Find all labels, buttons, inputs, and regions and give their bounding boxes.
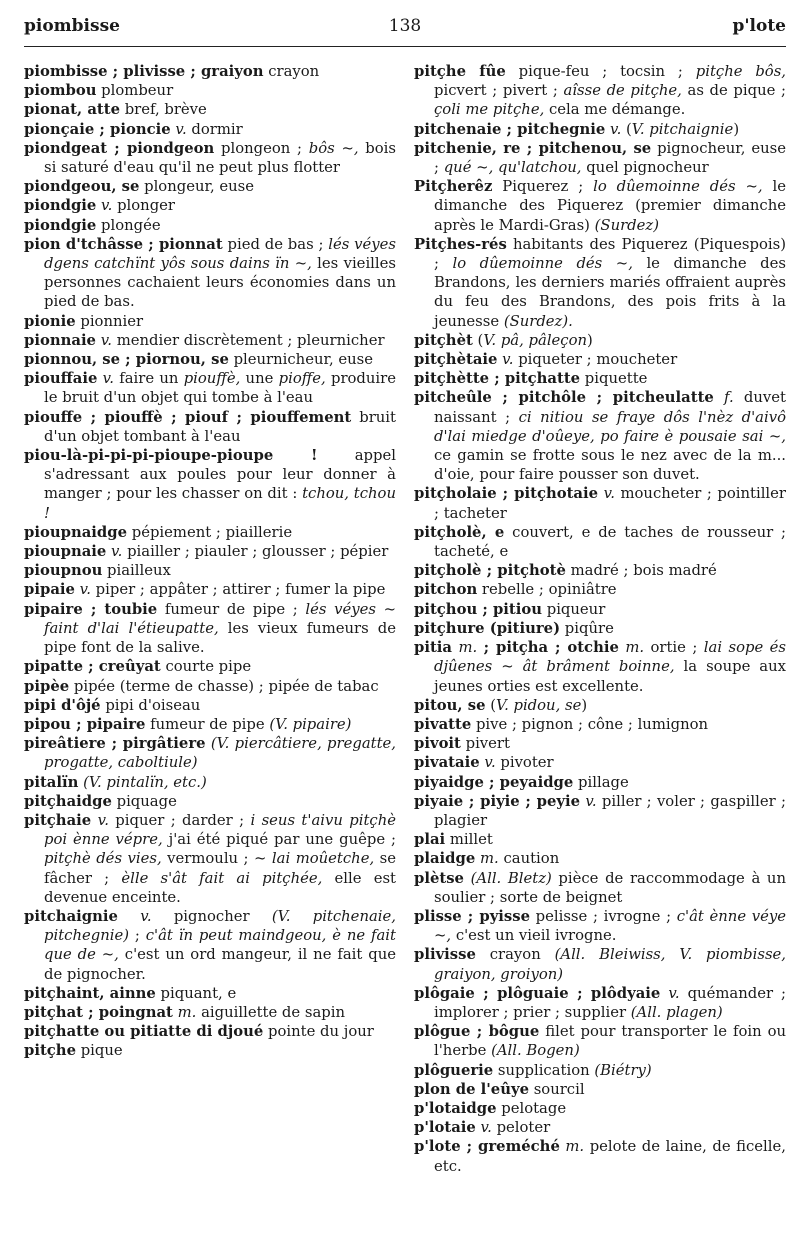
dictionary-entry: piondgie plongée [24,216,161,234]
dictionary-entry: pipèe pipée (terme de chasse) ; pipée de tabac [24,677,379,695]
dictionary-entry: piouffaie v. faire un piouffè, une pioffe, produire le bruit d'un objet qui tombe à l'eau [24,370,396,407]
dictionary-entry: piombisse ; plivisse ; graiyon crayon [24,63,320,80]
dictionary-entry: piyaie ; piyie ; peyie v. piller ; voler ; gaspiller ; plagier [414,792,786,829]
dictionary-entry: piou-là-pi-pi-pi-pioupe-pioupe ! appel s'adressant aux poules pour leur donner à manger ; pour les chasser on dit : tchou, tchou ! [24,447,396,522]
dictionary-entry: pionnou, se ; piornou, se pleurnicheur, euse [24,351,373,369]
dictionary-entry: p'lotaidge pelotage [414,1099,567,1117]
dictionary-entry: piyaidge ; peyaidge pillage [414,773,629,791]
dictionary-entry: pion d'tchâsse ; pionnat pied de bas ; lés véyes dgens catchïnt yôs sous dains ïn ~, les vieilles personnes cachaient leurs économies dans un pied de bas. [24,235,396,311]
dictionary-entry: pitcheûle ; pitchôle ; pitcheulatte f. duvet naissant ; ci nitiou se fraye dôs l'nèz d'aivô d'lai miedge d'oûeye, po faire è pousaie sai ~, ce gamin se frotte sous le nez avec de la m... d'oie, pour faire pousser son duvet. [414,389,786,484]
dictionary-entry: pitçhètaie v. piqueter ; moucheter [414,351,678,369]
page-header [24,6,786,44]
dictionary-entry: plivisse crayon (All. Bleiwiss, V. piombisse, graiyon, groiyon) [414,946,787,983]
page-number: 138 [388,16,422,36]
dictionary-entry: pionie pionnier [24,312,144,330]
dictionary-entry: pioupnou piailleux [24,562,171,580]
dictionary-entry: piouffe ; piouffè ; piouf ; piouffement bruit d'un objet tombant à l'eau [24,408,396,445]
dictionary-entry: pionnaie v. mendier discrètement ; pleurnicher [24,331,385,349]
dictionary-entry: pitchaignie v. pignocher (V. pitchenaie, pitchegnie) ; c'ât ïn peut maindgeou, è ne fait que de ~, c'est un ord mangeur, il ne fait que de pignocher. [24,907,397,983]
dictionary-entry: piombou plombeur [24,82,174,100]
dictionary-entry: pitçhaie v. piquer ; darder ; i seus t'aivu pitçhè poi ènne vépre, j'ai été piqué par une guêpe ; pitçhè dés vies, vermoulu ; ~ lai moûetche, se fâcher ; èlle s'ât fait ai pitçhée, elle est devenue enceinte. [24,811,397,906]
dictionary-entry: pivataie v. pivoter [414,754,554,772]
header-last-word: p'lote [732,16,786,36]
dictionary-entry: plôgaie ; plôguaie ; plôdyaie v. quémander ; implorer ; prier ; supplier (All. plagen) [414,984,786,1021]
dictionary-entry: pitçhatte ou pitiatte di djoué pointe du jour [24,1023,374,1041]
header-rule [24,46,786,47]
dictionary-entry: pitçhètte ; pitçhatte piquette [414,370,648,388]
dictionary-entry: pitçhèt (V. pâ, pâleçon) [414,331,593,349]
dictionary-entry: plisse ; pyisse pelisse ; ivrogne ; c'ât ènne véye ~, c'est un vieil ivrogne. [414,907,786,945]
dictionary-entry: pioupnaie v. piailler ; piauler ; glousser ; pépier [24,543,389,561]
left-column [24,62,396,1176]
dictionary-entry: pionçaie ; pioncie v. dormir [24,120,243,138]
dictionary-entry: plôguerie supplication (Biétry) [414,1061,652,1079]
dictionary-entry: plon de l'eûye sourcil [414,1080,585,1098]
dictionary-entry: pipou ; pipaire fumeur de pipe (V. pipaire) [24,715,352,733]
dictionary-entry: pitçhe pique [24,1042,123,1060]
dictionary-entry: plètse (All. Bletz) pièce de raccommodage à un soulier ; sorte de beignet [414,869,786,906]
dictionary-entry: p'lotaie v. peloter [414,1119,551,1137]
dictionary-entry: pipaie v. piper ; appâter ; attirer ; fumer la pipe [24,581,386,599]
dictionary-entry: pitçhe fûe pique-feu ; tocsin ; pitçhe bôs, picvert ; pivert ; aîsse de pitçhe, as de pique ; çoli me pitçhe, cela me démange. [414,63,786,119]
dictionary-entry: pireâtiere ; pirgâtiere (V. piercâtiere, pregatte, progatte, caboltiule) [24,735,396,772]
dictionary-entry: pitou, se (V. pidou, se) [414,696,588,714]
dictionary-entry: pipi d'ôjé pipi d'oiseau [24,696,201,714]
dictionary-entry: pipaire ; toubie fumeur de pipe ; lés véyes ~ faint d'lai l'étieupatte, les vieux fumeurs de pipe font de la salive. [24,600,396,657]
dictionary-entry: pitçhaidge piquage [24,792,177,810]
dictionary-entry: pitçholaie ; pitçhotaie v. moucheter ; pointiller ; tacheter [414,485,786,522]
dictionary-entry: pitçhaint, ainne piquant, e [24,984,237,1002]
dictionary-entry: pivatte pive ; pignon ; cône ; lumignon [414,715,709,733]
dictionary-entry: pitchenaie ; pitchegnie v. (V. pitchaignie) [414,120,740,138]
dictionary-entry: plai millet [414,831,493,849]
dictionary-entry: piondgeat ; piondgeon plongeon ; bôs ~, bois si saturé d'eau qu'il ne peut plus flotter [24,139,397,177]
dictionary-entry: plôgue ; bôgue filet pour transporter le foin ou l'herbe (All. Bogen) [414,1023,787,1060]
dictionary-entry: pitchenie, re ; pitchenou, se pignocheur, euse ; qué ~, qu'latchou, quel pignocheur [414,139,786,177]
dictionary-entry: pitçholè ; pitçhotè madré ; bois madré [414,562,717,580]
dictionary-entry: pitçhou ; pitiou piqueur [414,600,606,618]
right-column [414,62,786,1176]
dictionary-entry: pitalïn (V. pintalïn, etc.) [24,773,207,791]
header-first-word: piombisse [24,16,120,36]
dictionary-entry: piondgie v. plonger [24,197,176,215]
dictionary-entry: pipatte ; creûyat courte pipe [24,658,252,676]
dictionary-entry: pitçhure (pitiure) piqûre [414,619,614,637]
dictionary-entry: plaidge m. caution [414,850,560,868]
dictionary-entry: pitia m. ; pitçha ; otchie m. ortie ; lai sope és djûenes ~ ât brâment boinne, la soupe aux jeunes orties est excellente. [414,639,786,695]
dictionary-entry: pitchon rebelle ; opiniâtre [414,581,617,599]
dictionary-entry: piondgeou, se plongeur, euse [24,178,254,196]
columns [24,62,786,1176]
dictionary-entry: pitçhat ; poingnat m. aiguillette de sapin [24,1003,346,1021]
dictionary-entry: pioupnaidge pépiement ; piaillerie [24,523,293,541]
dictionary-entry: pivoit pivert [414,735,510,753]
dictionary-entry: pitçholè, e couvert, e de taches de rousseur ; tacheté, e [414,523,786,561]
dictionary-entry: Pitçherêz Piquerez ; lo dûemoinne dés ~, le dimanche des Piquerez (premier dimanche après le Mardi-Gras) (Surdez) [414,178,786,234]
dictionary-entry: pionat, atte bref, brève [24,101,207,119]
dictionary-entry: p'lote ; greméché m. pelote de laine, de ficelle, etc. [414,1138,786,1175]
dictionary-entry: Pitçhes-rés habitants des Piquerez (Piquespois) ; lo dûemoinne dés ~, le dimanche des Brandons, les derniers mariés offraient auprès du feu des Brandons, des pois frits à la jeunesse (Surdez). [414,235,786,330]
